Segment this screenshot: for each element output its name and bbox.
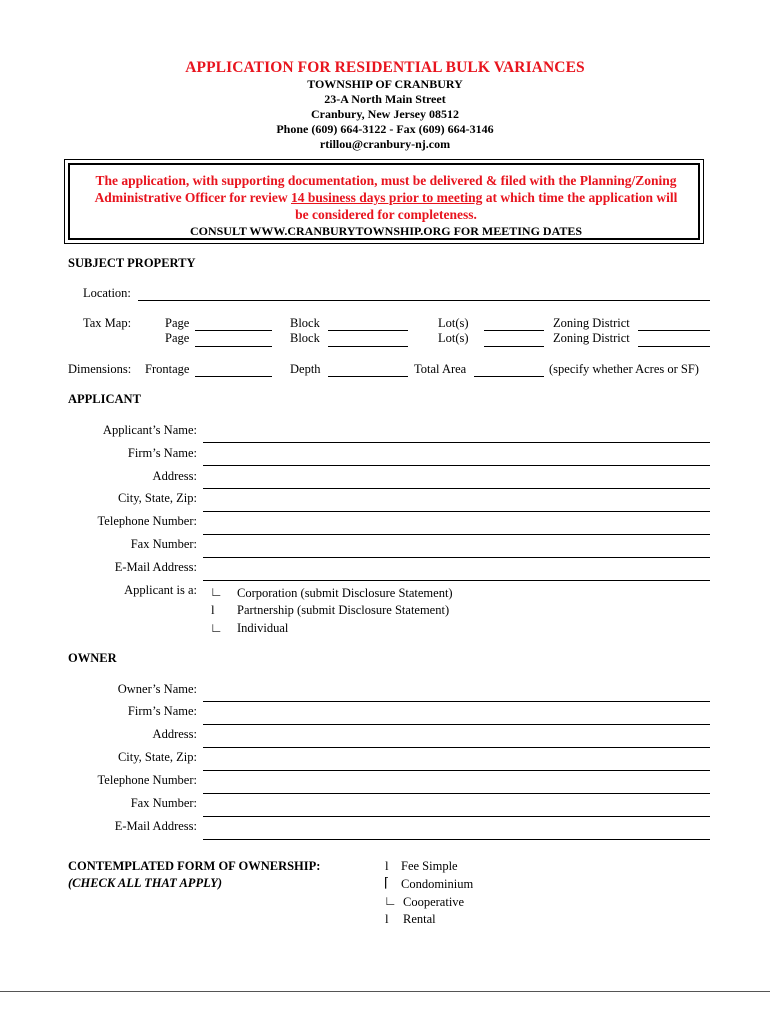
notice-line-2 [70, 190, 702, 206]
owner-phone-label: Telephone Number: [97, 773, 197, 787]
applicant-firm-field[interactable] [203, 465, 710, 466]
owner-name-label: Owner’s Name: [117, 682, 197, 696]
applicant-phone-label: Telephone Number: [97, 514, 197, 528]
lots-field-1[interactable] [484, 330, 544, 331]
applicant-phone-field[interactable] [203, 534, 710, 535]
total-area-label: Total Area [414, 362, 467, 376]
corporation-option-label: Corporation (submit Disclosure Statement) [237, 586, 453, 600]
applicant-city-field[interactable] [203, 511, 710, 512]
zoning-field-1[interactable] [638, 330, 710, 331]
cooperative-label: Cooperative [403, 895, 465, 909]
rental-checkbox[interactable]: l [385, 911, 389, 926]
phone-fax: Phone (609) 664-3122 - Fax (609) 664-3146 [276, 122, 494, 136]
owner-fax-field[interactable] [203, 816, 710, 817]
notice-box-inner [68, 163, 700, 240]
page-bottom-rule [0, 991, 770, 992]
applicant-fax-label: Fax Number: [130, 537, 197, 551]
individual-option-label: Individual [237, 621, 289, 635]
ownership-heading: CONTEMPLATED FORM OF OWNERSHIP: [68, 859, 321, 873]
contact-email: rtillou@cranbury-nj.com [319, 137, 451, 151]
owner-city-label: City, State, Zip: [117, 750, 197, 764]
ownership-subheading: (CHECK ALL THAT APPLY) [68, 876, 223, 890]
lots-label-2: Lot(s) [438, 331, 469, 345]
rental-label: Rental [403, 912, 436, 926]
applicant-type-label: Applicant is a: [124, 583, 197, 597]
notice-line-2-end: at which time the application will [482, 190, 678, 205]
frontage-label: Frontage [145, 362, 190, 376]
block-label-1: Block [290, 316, 320, 330]
fee-simple-label: Fee Simple [401, 859, 458, 873]
applicant-fax-field[interactable] [203, 557, 710, 558]
owner-address-label: Address: [152, 727, 197, 741]
block-label-2: Block [290, 331, 320, 345]
applicant-email-label: E-Mail Address: [114, 560, 197, 574]
applicant-heading: APPLICANT [68, 392, 141, 406]
lots-label-1: Lot(s) [438, 316, 469, 330]
location-field[interactable] [138, 300, 710, 301]
form-title: APPLICATION FOR RESIDENTIAL BULK VARIANCES [185, 59, 585, 76]
notice-line-3: be considered for completeness. [295, 207, 477, 222]
area-unit-note: (specify whether Acres or SF) [549, 362, 699, 376]
partnership-option-label: Partnership (submit Disclosure Statement) [237, 603, 450, 617]
owner-heading: OWNER [68, 651, 117, 665]
partnership-checkbox[interactable]: l [211, 602, 215, 617]
applicant-email-field[interactable] [203, 580, 710, 581]
page-label-1: Page [165, 316, 190, 330]
block-field-2[interactable] [328, 346, 408, 347]
applicant-name-field[interactable] [203, 442, 710, 443]
page-field-2[interactable] [195, 346, 272, 347]
applicant-address-field[interactable] [203, 488, 710, 489]
owner-phone-field[interactable] [203, 793, 710, 794]
applicant-city-label: City, State, Zip: [117, 491, 197, 505]
owner-fax-label: Fax Number: [130, 796, 197, 810]
dimensions-label: Dimensions: [68, 362, 132, 376]
lots-field-2[interactable] [484, 346, 544, 347]
zoning-label-2: Zoning District [553, 331, 630, 345]
corporation-checkbox[interactable]: ∟ [210, 584, 223, 599]
condominium-checkbox[interactable]: ⌈ [384, 875, 390, 890]
subject-property-heading: SUBJECT PROPERTY [68, 256, 196, 270]
depth-label: Depth [290, 362, 321, 376]
consult-website: CONSULT WWW.CRANBURYTOWNSHIP.ORG FOR MEETING DATES [189, 224, 583, 238]
page-field-1[interactable] [195, 330, 272, 331]
applicant-address-label: Address: [152, 469, 197, 483]
notice-line-2-start: Administrative Officer for review [94, 190, 292, 205]
frontage-field[interactable] [195, 376, 272, 377]
notice-box [64, 159, 704, 244]
total-area-field[interactable] [474, 376, 544, 377]
city-address: Cranbury, New Jersey 08512 [311, 107, 459, 121]
page-label-2: Page [165, 331, 190, 345]
applicant-name-label: Applicant’s Name: [102, 423, 197, 437]
owner-address-field[interactable] [203, 747, 710, 748]
block-field-1[interactable] [328, 330, 408, 331]
owner-name-field[interactable] [203, 701, 710, 702]
notice-deadline: 14 business days prior to meeting [291, 190, 483, 205]
fee-simple-checkbox[interactable]: l [385, 858, 389, 873]
individual-checkbox[interactable]: ∟ [210, 620, 223, 635]
applicant-firm-label: Firm’s Name: [127, 446, 197, 460]
township-name: TOWNSHIP OF CRANBURY [307, 77, 463, 91]
owner-firm-label: Firm’s Name: [127, 704, 197, 718]
owner-city-field[interactable] [203, 770, 710, 771]
tax-map-label: Tax Map: [83, 316, 132, 330]
zoning-field-2[interactable] [638, 346, 710, 347]
condominium-label: Condominium [401, 877, 474, 891]
owner-email-field[interactable] [203, 839, 710, 840]
zoning-label-1: Zoning District [553, 316, 630, 330]
location-label: Location: [83, 286, 131, 300]
notice-line-1: The application, with supporting documentation, must be delivered & filed with the Planning/Zoning [95, 173, 677, 188]
depth-field[interactable] [328, 376, 408, 377]
owner-firm-field[interactable] [203, 724, 710, 725]
owner-email-label: E-Mail Address: [114, 819, 197, 833]
cooperative-checkbox[interactable]: ∟ [384, 893, 397, 908]
street-address: 23-A North Main Street [324, 92, 446, 106]
